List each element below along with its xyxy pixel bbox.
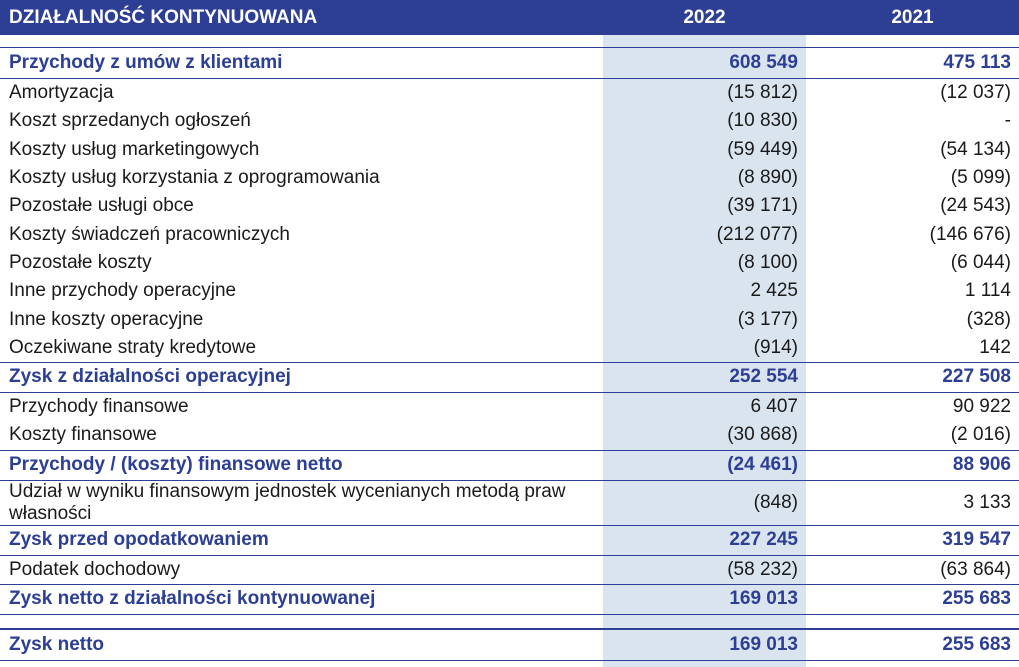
table-row [0, 164, 1019, 192]
value-2021: (146 676) [929, 223, 1011, 245]
row-label: Koszt sprzedanych ogłoszeń [9, 110, 251, 132]
net-profit-2022: 169 013 [603, 629, 806, 661]
total-row [0, 450, 1019, 480]
value-2021: 255 683 [806, 584, 1019, 614]
total-row [0, 525, 1019, 555]
row-label: Inne przychody operacyjne [9, 280, 237, 302]
value-2021: 319 547 [806, 525, 1019, 555]
value-2022: 2 425 [750, 280, 798, 302]
value-2022: 252 554 [603, 362, 806, 392]
header-year-2022: 2022 [603, 0, 806, 35]
spacer-row [0, 614, 1019, 629]
value-2021: 227 508 [806, 362, 1019, 392]
row-label: Pozostałe usługi obce [9, 195, 194, 217]
header-title: DZIAŁALNOŚĆ KONTYNUOWANA [0, 0, 603, 35]
row-label: Inne koszty operacyjne [9, 308, 204, 330]
value-2021: (24 543) [940, 195, 1011, 217]
table-row [0, 220, 1019, 248]
value-2021: (2 016) [806, 421, 1019, 450]
row-label: Zysk netto z działalności kontynuowanej [0, 584, 603, 614]
value-2021: (12 037) [940, 82, 1011, 104]
row-label: Koszty finansowe [0, 421, 603, 450]
total-row [0, 48, 1019, 79]
row-label: Zysk przed opodatkowaniem [0, 525, 603, 555]
table-row [0, 136, 1019, 164]
net-profit-2021: 255 683 [806, 629, 1019, 661]
value-2021: 88 906 [806, 450, 1019, 480]
value-2022: (58 232) [603, 555, 806, 584]
row-label: Amortyzacja [9, 82, 114, 104]
value-2021: (328) [966, 308, 1011, 330]
table-row [0, 421, 1019, 450]
value-2021: 475 113 [806, 48, 1019, 79]
value-2021: 1 114 [964, 280, 1011, 302]
value-2021: 90 922 [952, 396, 1011, 418]
row-label: Przychody z umów z klientami [0, 48, 603, 79]
header-year-2021: 2021 [806, 0, 1019, 35]
value-2022: 227 245 [603, 525, 806, 555]
value-2022: (10 830) [727, 110, 798, 132]
row-label: Przychody finansowe [9, 396, 189, 418]
table-row [0, 249, 1019, 277]
spacer-row [0, 35, 1019, 48]
value-2022: (8 100) [737, 251, 798, 273]
value-2021: (6 044) [950, 251, 1011, 273]
value-2022: (15 812) [727, 82, 798, 104]
value-2021: (5 099) [950, 167, 1011, 189]
table-row [0, 277, 1019, 305]
table-header [0, 0, 1019, 35]
value-2022: (914) [603, 334, 806, 363]
value-2021: 142 [806, 334, 1019, 363]
value-2021: (63 864) [806, 555, 1019, 584]
table-row [0, 555, 1019, 584]
table-row [0, 392, 1019, 421]
net-profit-row [0, 629, 1019, 661]
value-2022: (59 449) [727, 138, 798, 160]
value-2022: (8 890) [737, 167, 798, 189]
value-2022: (3 177) [737, 308, 798, 330]
table-row [0, 305, 1019, 333]
row-label: Udział w wyniku finansowym jednostek wycenianych metodą praw własności [0, 480, 603, 525]
total-row [0, 362, 1019, 392]
row-label: Koszty usług korzystania z oprogramowania [9, 167, 380, 189]
row-label: Podatek dochodowy [0, 555, 603, 584]
net-profit-label: Zysk netto [0, 629, 603, 661]
row-label: Pozostałe koszty [9, 251, 152, 273]
table-row [0, 192, 1019, 220]
table-row [0, 334, 1019, 363]
value-2022: (30 868) [603, 421, 806, 450]
row-label: Oczekiwane straty kredytowe [0, 334, 603, 363]
value-2022: (848) [603, 480, 806, 525]
value-2022: 608 549 [603, 48, 806, 79]
value-2022: 169 013 [603, 584, 806, 614]
table-row [0, 107, 1019, 135]
row-label: Koszty świadczeń pracowniczych [9, 223, 290, 245]
row-label: Koszty usług marketingowych [9, 138, 260, 160]
value-2022: (39 171) [727, 195, 798, 217]
value-2022: (24 461) [603, 450, 806, 480]
row-label: Zysk z działalności operacyjnej [0, 362, 603, 392]
table-row [0, 480, 1019, 525]
row-label: Przychody / (koszty) finansowe netto [0, 450, 603, 480]
table-row [0, 79, 1019, 108]
value-2021: 3 133 [806, 480, 1019, 525]
value-2021: (54 134) [940, 138, 1011, 160]
value-2022: 6 407 [750, 396, 798, 418]
total-row [0, 584, 1019, 614]
value-2022: (212 077) [716, 223, 798, 245]
value-2021: - [1004, 110, 1011, 132]
